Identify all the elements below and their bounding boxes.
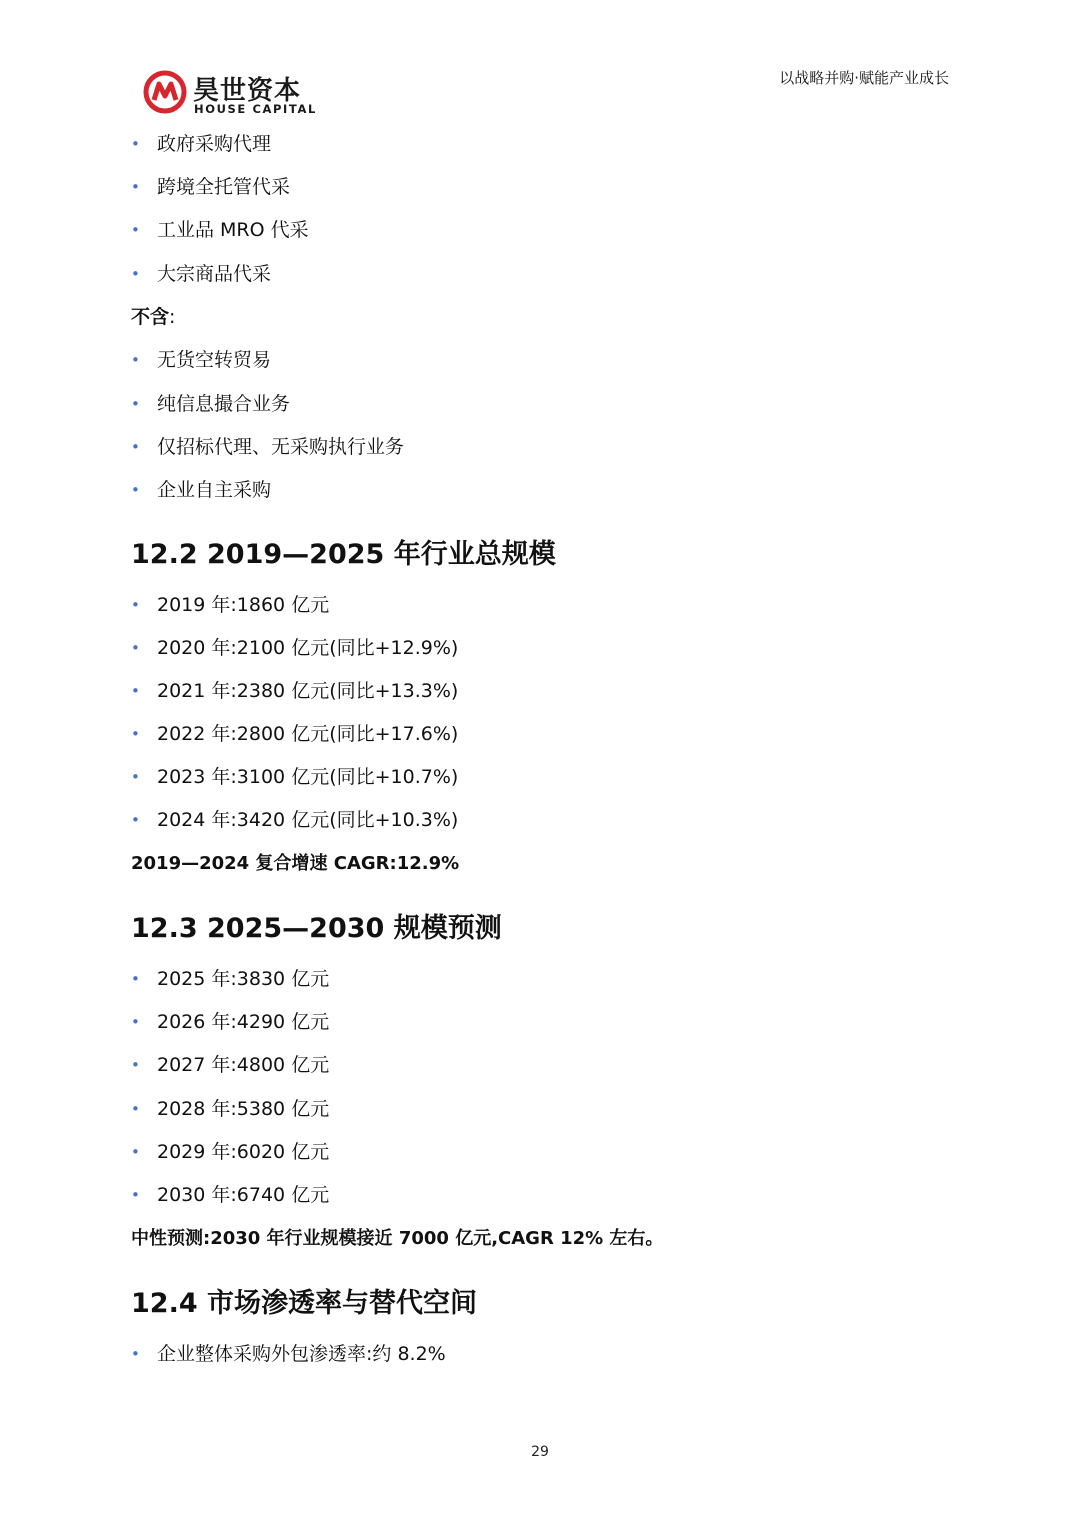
logo-english-name: HOUSE CAPITAL (194, 102, 317, 116)
bullet-icon: • (131, 1056, 140, 1074)
bullet-icon: • (131, 481, 140, 499)
bullet-icon: • (131, 1143, 140, 1161)
bullet-icon: • (131, 1013, 140, 1031)
bullet-icon: • (131, 768, 140, 786)
bullet-icon: • (131, 351, 140, 369)
company-logo (143, 70, 323, 120)
bullet-icon: • (131, 970, 140, 988)
bullet-icon: • (131, 1345, 140, 1363)
bullet-icon: • (131, 1100, 140, 1118)
section-heading-12-2: 12.2 2019—2025 年行业总规模 (131, 539, 556, 570)
bullet-icon: • (131, 682, 140, 700)
section-heading-12-3: 12.3 2025—2030 规模预测 (131, 913, 502, 944)
bullet-icon: • (131, 725, 140, 743)
bullet-icon: • (131, 438, 140, 456)
section-heading-12-4: 12.4 市场渗透率与替代空间 (131, 1288, 478, 1319)
bullet-icon: • (131, 265, 140, 283)
cagr-summary: 2019—2024 复合增速 CAGR:12.9% (131, 853, 460, 874)
excludes-heading: 不含: (131, 306, 176, 328)
page-number: 29 (531, 1444, 549, 1460)
bullet-icon: • (131, 811, 140, 829)
logo-chinese-name: 昊世资本 (193, 76, 302, 106)
bullet-icon: • (131, 395, 140, 413)
forecast-summary: 中性预测:2030 年行业规模接近 7000 亿元,CAGR 12% 左右。 (131, 1228, 664, 1249)
bullet-icon: • (131, 1186, 140, 1204)
bullet-icon: • (131, 596, 140, 614)
logo-mark-icon (143, 70, 187, 114)
bullet-icon: • (131, 135, 140, 153)
bullet-icon: • (131, 221, 140, 239)
bullet-icon: • (131, 639, 140, 657)
header-tagline: 以战略并购·赋能产业成长 (779, 69, 949, 87)
bullet-icon: • (131, 178, 140, 196)
